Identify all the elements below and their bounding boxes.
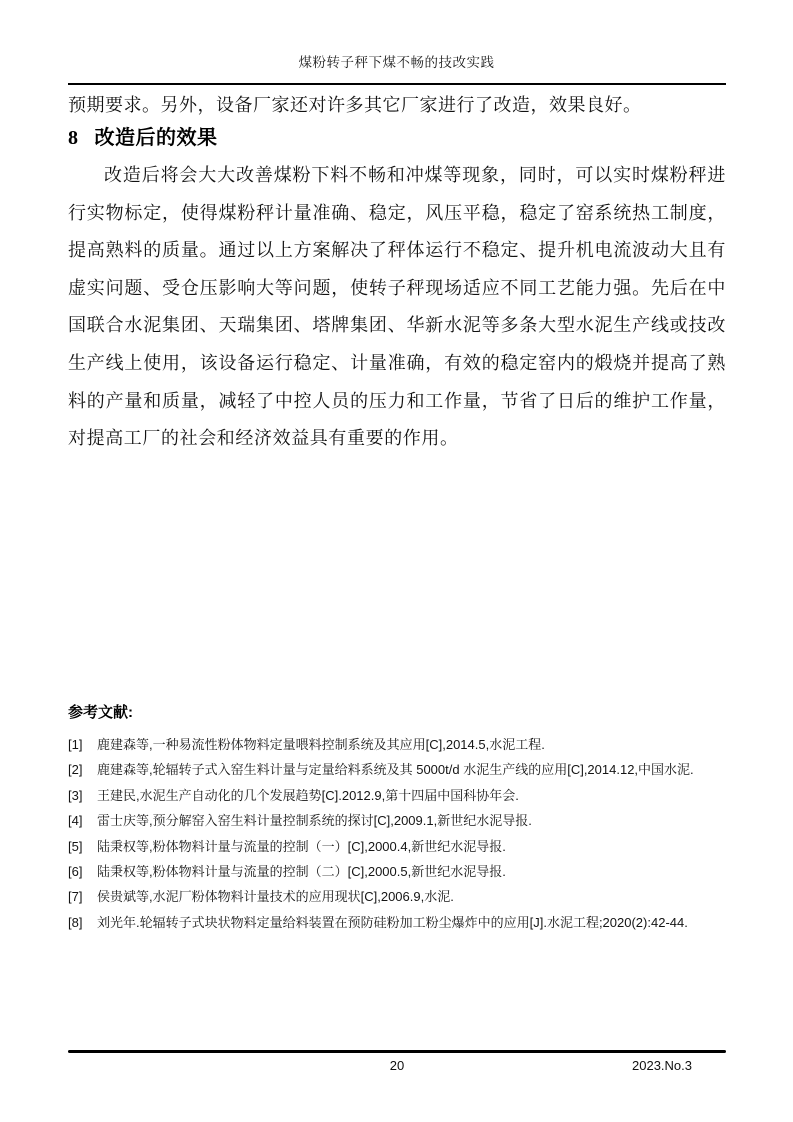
header-rule xyxy=(68,83,726,85)
reference-text: 陆秉权等,粉体物料计量与流量的控制（二）[C],2000.5,新世纪水泥导报. xyxy=(97,864,506,880)
reference-item xyxy=(68,910,768,935)
reference-label: [2] xyxy=(68,762,83,778)
section-heading xyxy=(68,121,218,150)
reference-text: 侯贵斌等,水泥厂粉体物料计量技术的应用现状[C],2006.9,水泥. xyxy=(97,889,454,905)
references-heading: 参考文献: xyxy=(68,704,133,721)
page-number: 20 xyxy=(389,1058,405,1073)
reference-label: [3] xyxy=(68,787,83,803)
reference-text: 陆秉权等,粉体物料计量与流量的控制（一）[C],2000.4,新世纪水泥导报. xyxy=(97,838,506,854)
reference-text: 刘光年.轮辐转子式块状物料定量给料装置在预防硅粉加工粉尘爆炸中的应用[J].水泥工程;2020(2):42-44. xyxy=(97,914,688,930)
reference-text: 鹿建森等,轮辐转子式入窑生料计量与定量给料系统及其 5000t/d 水泥生产线的应用[C],2014.12,中国水泥. xyxy=(97,762,694,778)
references-section xyxy=(68,701,768,935)
reference-item xyxy=(68,732,768,757)
reference-text: 鹿建森等,一种易流性粉体物料定量喂料控制系统及其应用[C],2014.5,水泥工程. xyxy=(97,737,545,752)
reference-item xyxy=(68,808,768,833)
reference-label: [4] xyxy=(68,813,83,829)
reference-item xyxy=(68,757,768,782)
section-number: 8 xyxy=(68,127,79,149)
footer xyxy=(68,1058,726,1078)
reference-label: [8] xyxy=(68,914,83,930)
reference-label: [1] xyxy=(68,737,83,752)
body-paragraph: 改造后将会大大改善煤粉下料不畅和冲煤等现象，同时，可以实时煤粉秤进行实物标定，使得煤粉秤计量准确、稳定，风压平稳，稳定了窑系统热工制度，提高熟料的质量。通过以上方案解决了秤体运行不稳定、提升机电流波动大且有虚实问题、受仓压影响大等问题，使转子秤现场适应不同工艺能力强。先后在中国联合水泥集团、天瑞集团、塔牌集团、华新水泥等多条大型水泥生产线或技改生产线上使用，该设备运行稳定、计量准确，有效的稳定窑内的煅烧并提高了熟料的产量和质量，减轻了中控人员的压力和工作量，节省了日后的维护工作量，对提高工厂的社会和经济效益具有重要的作用。 xyxy=(68,165,726,449)
reference-text: 雷士庆等,预分解窑入窑生料计量控制系统的探讨[C],2009.1,新世纪水泥导报. xyxy=(97,813,532,829)
reference-item xyxy=(68,834,768,859)
footer-rule xyxy=(68,1050,726,1053)
reference-label: [5] xyxy=(68,838,83,854)
reference-label: [7] xyxy=(68,889,83,905)
reference-item xyxy=(68,859,768,884)
reference-item xyxy=(68,884,768,909)
intro-paragraph: 预期要求。另外，设备厂家还对许多其它厂家进行了改造，效果良好。 xyxy=(68,95,642,115)
reference-text: 王建民,水泥生产自动化的几个发展趋势[C].2012.9,第十四届中国科协年会. xyxy=(97,787,519,803)
issue-number: 2023.No.3 xyxy=(632,1058,692,1073)
reference-item xyxy=(68,783,768,808)
reference-label: [6] xyxy=(68,864,83,880)
running-header-title: 煤粉转子秤下煤不畅的技改实践 xyxy=(298,55,495,70)
section-title: 改造后的效果 xyxy=(94,127,218,149)
